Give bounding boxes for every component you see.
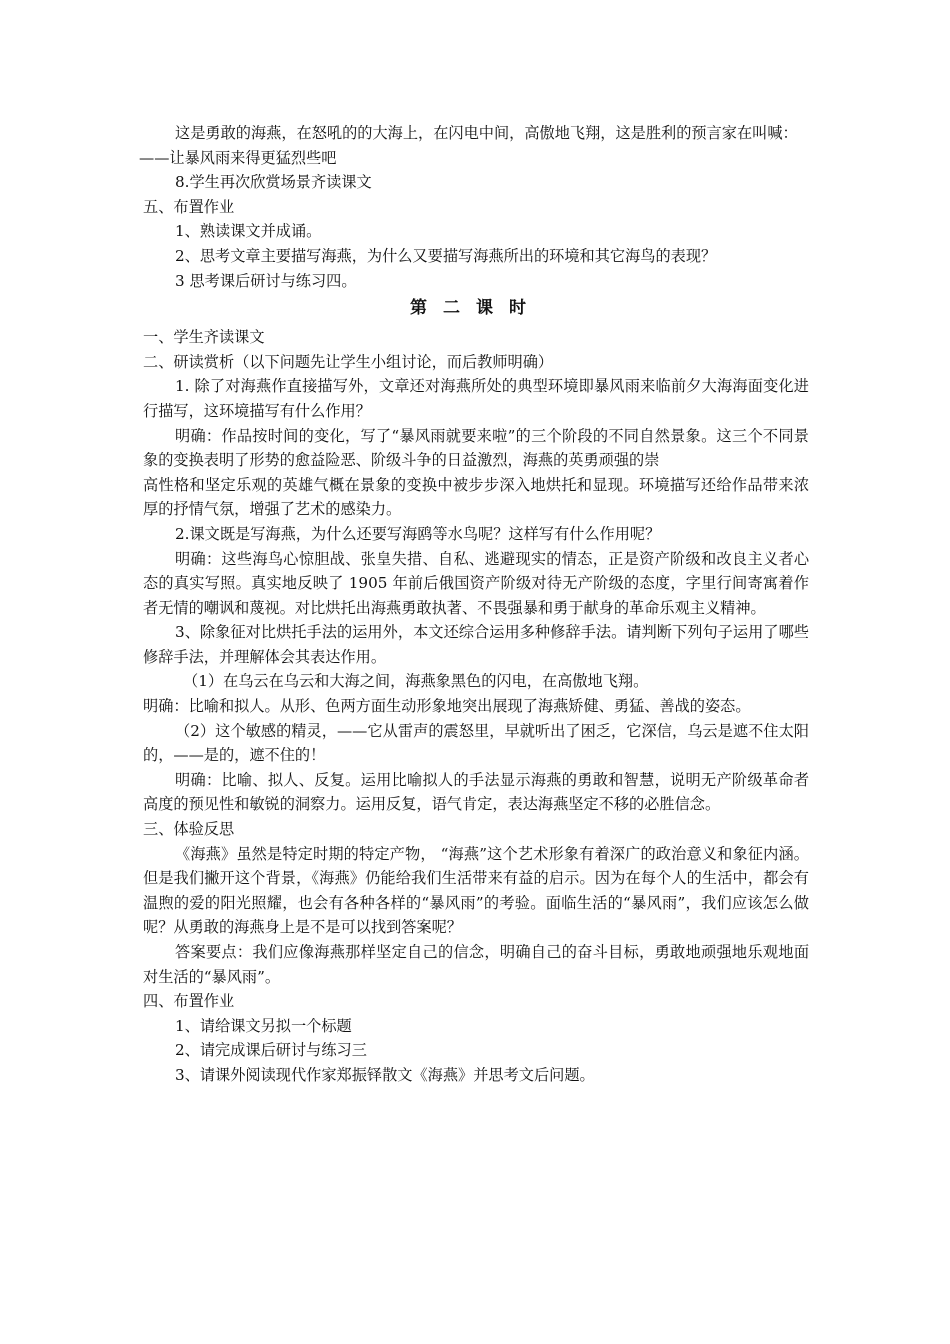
example-1: （1）在乌云在乌云和大海之间，海燕象黑色的闪电，在高傲地飞翔。 xyxy=(183,672,649,691)
question-3: 3、除象征对比烘托手法的运用外，本文还综合运用多种修辞手法。请判断下列句子运用了哪些修辞手法，并理解体会其表达作用。 xyxy=(143,623,809,666)
homework-item: 3、请课外阅读现代作家郑振铎散文《海燕》并思考文后问题。 xyxy=(175,1065,595,1084)
section-heading: 四、布置作业 xyxy=(143,992,235,1011)
example-1-answer: 明确：比喻和拟人。从形、色两方面生动形象地突出展现了海燕矫健、勇猛、善战的姿态。 xyxy=(143,697,751,716)
homework-item: 2、请完成课后研讨与练习三 xyxy=(175,1041,367,1060)
example-2-answer: 明确：比喻、拟人、反复。运用比喻拟人的手法显示海燕的勇敢和智慧，说明无产阶级革命者高度的预见性和敏锐的洞察力。运用反复，语气肯定，表达海燕坚定不移的必胜信念。 xyxy=(143,770,809,814)
homework-heading: 五、布置作业 xyxy=(143,197,235,216)
example-2: （2）这个敏感的精灵，——它从雷声的震怒里，早就听出了困乏，它深信，乌云是遮不住太阳的，——是的，遮不住的！ xyxy=(143,721,809,765)
section-heading: 三、体验反思 xyxy=(143,820,235,839)
question-2: 2.课文既是写海燕，为什么还要写海鸥等水鸟呢？这样写有什么作用呢？ xyxy=(175,524,661,543)
homework-item: 2、思考文章主要描写海燕，为什么又要描写海燕所出的环境和其它海鸟的表现？ xyxy=(175,246,717,265)
lesson-title: 第二课时 xyxy=(410,298,542,319)
section-heading: 二、研读赏析（以下问题先让学生小组讨论，而后教师明确） xyxy=(143,352,554,371)
homework-item: 1、熟读课文并成诵。 xyxy=(175,222,322,241)
intro-quote: ——让暴风雨来得更猛烈些吧 xyxy=(139,148,337,167)
section-heading: 一、学生齐读课文 xyxy=(143,328,265,347)
answer-1-part1: 明确：作品按时间的变化，写了“暴风雨就要来啦”的三个阶段的不同自然景象。这三个不同景象的变换表明了形势的愈益险恶、阶级斗争的日益激烈，海燕的英勇顽强的崇 xyxy=(143,426,809,470)
answer-1-part2: 高性格和坚定乐观的英雄气概在景象的变换中被步步深入地烘托和显现。环境描写还给作品带来浓厚的抒情气氛，增强了艺术的感染力。 xyxy=(143,475,809,519)
reflection-paragraph: 《海燕》虽然是特定时期的特定产物， “海燕”这个艺术形象有着深广的政治意义和象征内涵。但是我们撇开这个背景，《海燕》仍能给我们生活带来有益的启示。因为在每个人的生活中，都会有温煦的爱的阳光照耀，也会有各种各样的“暴风雨”的考验。面临生活的“暴风雨”，我们应该怎么做呢？从勇敢的海燕身上是不是可以找到答案呢？ xyxy=(143,844,809,937)
intro-step: 8.学生再次欣赏场景齐读课文 xyxy=(175,173,372,192)
answer-2: 明确：这些海鸟心惊胆战、张皇失措、自私、逃避现实的情态，正是资产阶级和改良主义者心态的真实写照。真实地反映了 1905 年前后俄国资产阶级对待无产阶级的态度，字里行间寄寓着作者无情的嘲讽和蔑视。对比烘托出海燕勇敢执著、不畏强暴和勇于献身的革命乐观主义精神。 xyxy=(143,549,809,617)
answer-points: 答案要点：我们应像海燕那样坚定自己的信念，明确自己的奋斗目标，勇敢地顽强地乐观地面对生活的“暴风雨”。 xyxy=(143,943,809,986)
question-1: 1. 除了对海燕作直接描写外，文章还对海燕所处的典型环境即暴风雨来临前夕大海海面变化进行描写，这环境描写有什么作用？ xyxy=(143,377,809,420)
homework-item: 3 思考课后研讨与练习四。 xyxy=(175,271,357,290)
document-page xyxy=(139,121,809,1088)
intro-paragraph: 这是勇敢的海燕，在怒吼的的大海上，在闪电中间，高傲地飞翔，这是胜利的预言家在叫喊： xyxy=(175,124,798,142)
homework-item: 1、请给课文另拟一个标题 xyxy=(175,1016,352,1035)
